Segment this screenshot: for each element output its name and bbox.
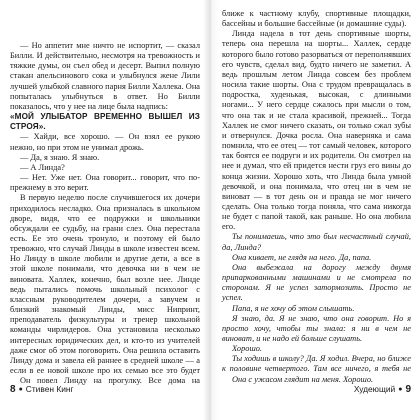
- right-page-text: [222, 9, 411, 385]
- paragraph: — Но аппетит мне ничто не испортит, — сказал Билли. И действительно, несмотря на тревожность и тяжкие думы, он съел обед и десерт. Выпил полную стакан апельсинового сока и улыбнулся жене Лили лучшей улыбкой славного парня Билли Халлека. Она попыталась улыбнуться в ответ. Но Билли показалось, что у нее на лице была надпись:: [10, 41, 200, 111]
- left-page-text: [10, 41, 200, 386]
- folio-bullet-icon: ●: [18, 386, 23, 393]
- paragraph: ближе к частному клубу, спортивные площадки, бассейны и большие бассейные (и домашние суды).: [222, 9, 411, 29]
- right-page: [211, 0, 420, 420]
- right-running-title: Худеющий: [353, 384, 396, 394]
- paragraph: Линда надела в тот день спортивные шорты, теперь она перешла на шорты... Халлек, сердце которого было готово разорваться от переполнявших его чувств, сделал вид, будто ничего не заметил. А ведь прошлым летом Линда совсем без проблем носила такие шорты. Она с трудом превращалась в подростка, худенькая, высокая, с длинными ногами... У него сердце сжалось при мысли о том, что она так и не стала красивой, прежней... Тогда Халлек не смог ничего сказать, он только сжал зубы и отвернулся. Дочка росла. Она наверняка и сама помнила, что ее отец — тот самый человек, которого так боятся ее подруги и их родители. Он смотрел на нее и думал, что ей придется нести груз его вины до конца жизни. Хорошо хоть, что Линда была умной девочкой, и она понимала, что отец ни в чем не виноват — в тот день он и правда не мог ничего сделать. Она только тогда поняла, что сама никогда не будет с папой такой, как раньше. Но она любила его.: [222, 29, 411, 232]
- paragraph: — Хайди, все хорошо. — Он взял ее рукою нежно, но при этом не унимал дрожь.: [10, 132, 200, 152]
- paragraph: Я знаю, да. Я не знаю, что она говорит. Но я просто хочу, чтобы ты знала: я ни в чем не виноват, и не надо ей больше слушать.: [222, 313, 411, 343]
- paragraph: Он повел Линду на прогулку. Все дома на: [20, 376, 200, 386]
- paragraph: Она кивает, не глядя на него. Да, папа.: [232, 252, 372, 262]
- paragraph: В первую неделю после случившегося их дочери приходилось несладко. Она призналась в школьном дворе, видя, что ее подружки и школьники обсуждали ее судьбу, на грани слез. Она перестала есть. Ее это очень тронуло, и поэтому ей было тревожно, что случай Линды в школе известен всем. Но Линду в школе любили и другие дети, а все в этой школе понимали, что девочка ни в чем не виновата. Халлек, конечно, был возле нее. Линде ведь пытались помочь школьный психолог с классным руководителем дочери, а завучем и близкий знакомый Линды, мисс Нипринт, преподаватель физкультуры и тренер школьной команды чирлидеров. Она установила несколько интересных юридических дел, и кто-то из учителей даже смог об этом поговорить. Она решила оставить Линду дома и завела ей раннее в средней школе — а если в ее новой школе про их семью все это будет: [10, 193, 200, 375]
- paragraph: Ты ходишь в школу? Да. Я ходил. Вчера, но ближе к половине четвертого. Там все ничего, я тебя не: [222, 354, 411, 374]
- paragraph: Хорошо.: [232, 344, 263, 354]
- paragraph: Ты понимаешь, что это был несчастный случай, да, Линда?: [222, 232, 411, 252]
- paragraph: — Нет. Уже нет. Она говорит... говорит, что по-прежнему в это верит.: [10, 173, 200, 193]
- left-running-title: Стивен Кинг: [25, 384, 74, 394]
- left-page-footer: [10, 384, 74, 395]
- paragraph: Она выбежала на дорогу между двумя припаркованными машинами и не смотрела по сторонам. Я не успел затормозить. Просто не успел.: [222, 262, 411, 303]
- paragraph: Папа, я не хочу об этом слышать.: [232, 303, 355, 313]
- paragraph: Она с ужасом глядит на меня. Хорошо.: [232, 374, 374, 384]
- folio-bullet-icon: ●: [398, 386, 403, 393]
- right-page-number: 9: [405, 384, 411, 395]
- left-page-number: 8: [10, 384, 16, 395]
- paragraph: — Да, я знаю. Я знаю.: [20, 152, 100, 162]
- paragraph: «МОЙ УЛЫБАТОР ВРЕМЕННО ВЫШЕЛ ИЗ СТРОЯ».: [10, 112, 200, 132]
- paragraph: — А Линда?: [20, 162, 65, 172]
- right-page-footer: [354, 384, 411, 395]
